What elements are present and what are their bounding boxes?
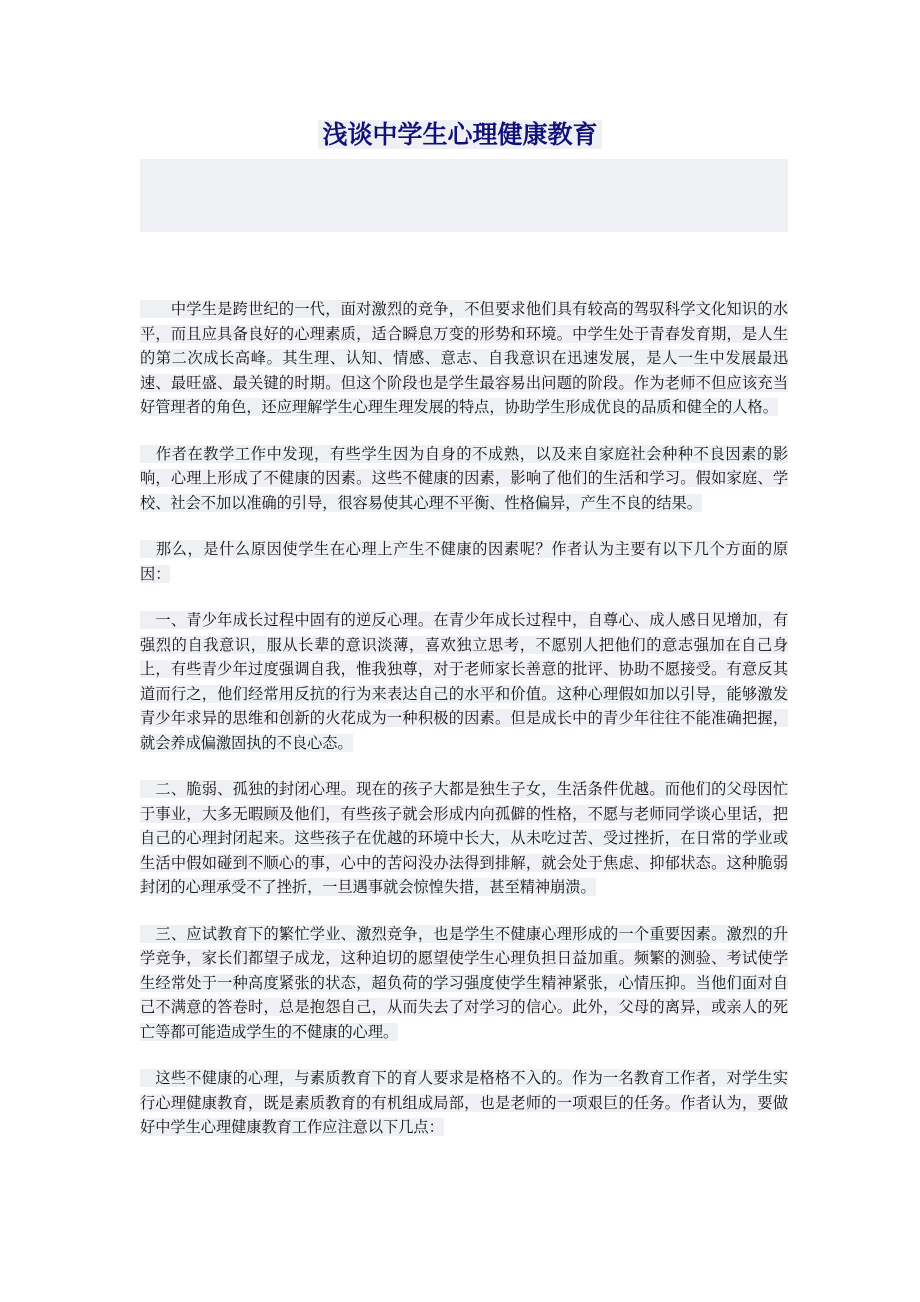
document-title	[0, 116, 920, 154]
paragraph-reason-1: 一、青少年成长过程中固有的逆反心理。在青少年成长过程中，自尊心、成人感日见增加，有强烈的自我意识，服从长辈的意识淡薄，喜欢独立思考，不愿别人把他们的意志强加在自己身上，有些青少年过度强调自我，惟我独尊，对于老师家长善意的批评、协助不愿接受。有意反其道而行之，他们经常用反抗的行为来表达自己的水平和价值。这种心理假如加以引导，能够激发青少年求异的思维和创新的火花成为一种积极的因素。但是成长中的青少年往往不能准确把握，就会养成偏激固执的不良心态。	[140, 611, 788, 752]
paragraph-reason-2: 二、脆弱、孤独的封闭心理。现在的孩子大都是独生子女，生活条件优越。而他们的父母因忙于事业，大多无暇顾及他们，有些孩子就会形成内向孤僻的性格，不愿与老师同学谈心里话，把自己的心理封闭起来。这些孩子在优越的环境中长大，从未吃过苦、受过挫折，在日常的学业或生活中假如碰到不顺心的事，心中的苦闷没办法得到排解，就会处于焦虑、抑郁状态。这种脆弱封闭的心理承受不了挫折，一旦遇事就会惊惶失措，甚至精神崩溃。	[140, 780, 788, 896]
paragraph-reason-3: 三、应试教育下的繁忙学业、激烈竞争，也是学生不健康心理形成的一个重要因素。激烈的升学竞争，家长们都望子成龙，这种迫切的愿望使学生心理负担日益加重。频繁的测验、考试使学生经常处于一种高度紧张的状态，超负荷的学习强度使学生精神紧张，心情压抑。当他们面对自己不满意的答卷时，总是抱怨自己，从而失去了对学习的信心。此外，父母的离异，或亲人的死亡等都可能造成学生的不健康的心理。	[140, 924, 788, 1041]
document-title-text: 浅谈中学生心理健康教育	[318, 120, 601, 149]
header-placeholder-box	[140, 159, 788, 232]
paragraph-conclusion: 这些不健康的心理，与素质教育下的育人要求是格格不入的。作为一名教育工作者，对学生实行心理健康教育，既是素质教育的有机组成局部，也是老师的一项艰巨的任务。作者认为，要做好中学生心理健康教育工作应注意以下几点：	[140, 1069, 788, 1136]
paragraph-intro: 中学生是跨世纪的一代，面对激烈的竞争，不但要求他们具有较高的驾驭科学文化知识的水平，而且应具备良好的心理素质，适合瞬息万变的形势和环境。中学生处于青春发育期，是人生的第二次成长高峰。其生理、认知、情感、意志、自我意识在迅速发展，是人一生中发展最迅速、最旺盛、最关键的时期。但这个阶段也是学生最容易出问题的阶段。作为老师不但应该充当好管理者的角色，还应理解学生心理生理发展的特点，协助学生形成优良的品质和健全的人格。	[140, 300, 788, 416]
document-body	[140, 297, 788, 1162]
paragraph-observation: 作者在教学工作中发现，有些学生因为自身的不成熟，以及来自家庭社会种种不良因素的影响，心理上形成了不健康的因素。这些不健康的因素，影响了他们的生活和学习。假如家庭、学校、社会不加以准确的引导，很容易使其心理不平衡、性格偏异，产生不良的结果。	[140, 444, 788, 512]
paragraph-question: 那么，是什么原因使学生在心理上产生不健康的因素呢？作者认为主要有以下几个方面的原因：	[140, 540, 788, 583]
